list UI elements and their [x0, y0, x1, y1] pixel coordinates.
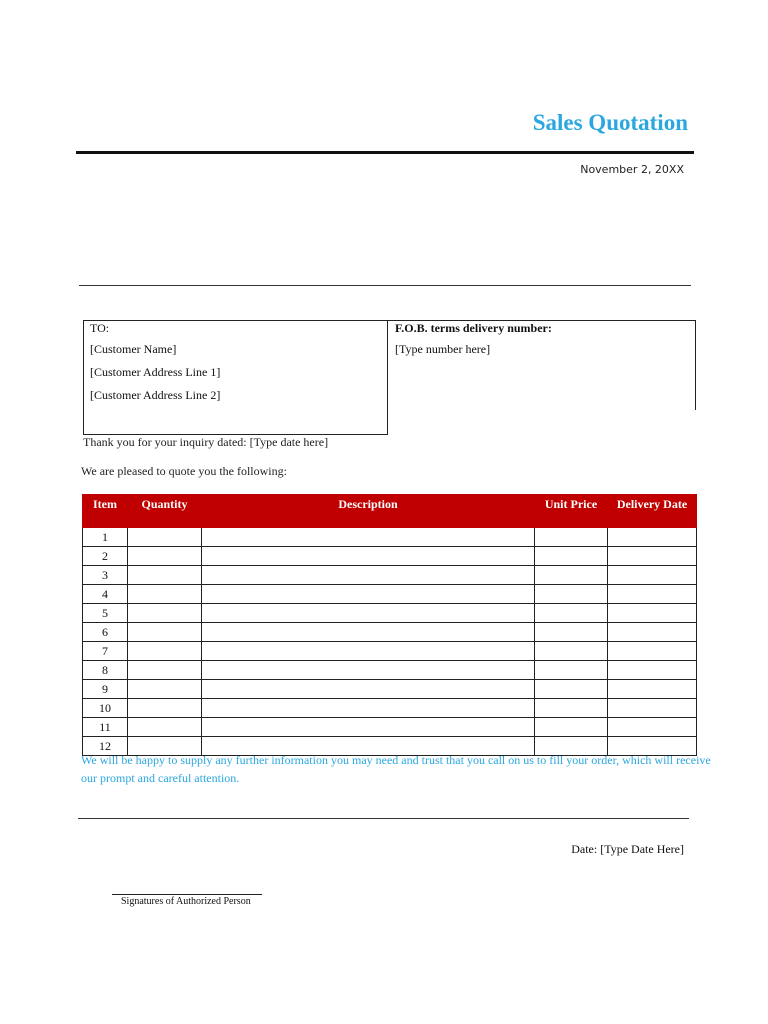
customer-address-line-1: [Customer Address Line 1] — [90, 365, 221, 379]
fob-value: [Type number here] — [395, 342, 491, 356]
table-row — [83, 604, 697, 623]
cell-delivery-date — [608, 585, 697, 604]
cell-description — [202, 566, 535, 585]
cell-quantity — [128, 718, 202, 737]
cell-delivery-date — [608, 528, 697, 547]
cell-unit-price — [535, 585, 608, 604]
to-label: TO: — [90, 321, 110, 335]
bottom-divider — [78, 818, 689, 819]
header-unit-price: Unit Price — [535, 495, 608, 528]
cell-item: 1 — [83, 528, 128, 547]
cell-item: 10 — [83, 699, 128, 718]
header-description: Description — [202, 495, 535, 528]
footer-date: Date: [Type Date Here] — [571, 842, 684, 856]
cell-item: 4 — [83, 585, 128, 604]
cell-quantity — [128, 680, 202, 699]
middle-divider — [79, 285, 691, 286]
cell-delivery-date — [608, 547, 697, 566]
cell-unit-price — [535, 680, 608, 699]
cell-item: 3 — [83, 566, 128, 585]
cell-unit-price — [535, 547, 608, 566]
cell-description — [202, 623, 535, 642]
cell-quantity — [128, 604, 202, 623]
thanks-text: Thank you for your inquiry dated: [Type date here] — [83, 435, 329, 449]
customer-address-line-2: [Customer Address Line 2] — [90, 388, 221, 402]
cell-unit-price — [535, 566, 608, 585]
cell-item: 7 — [83, 642, 128, 661]
cell-quantity — [128, 699, 202, 718]
cell-item: 2 — [83, 547, 128, 566]
fob-box — [388, 320, 696, 410]
cell-description — [202, 642, 535, 661]
table-row — [83, 680, 697, 699]
cell-description — [202, 585, 535, 604]
cell-delivery-date — [608, 604, 697, 623]
cell-quantity — [128, 642, 202, 661]
cell-quantity — [128, 547, 202, 566]
cell-unit-price — [535, 528, 608, 547]
to-address-box — [83, 320, 388, 435]
signature-line — [112, 894, 262, 895]
table-header-row — [83, 495, 697, 528]
cell-delivery-date — [608, 718, 697, 737]
table-row — [83, 661, 697, 680]
signature-label: Signatures of Authorized Person — [121, 896, 251, 907]
cell-unit-price — [535, 642, 608, 661]
table-row — [83, 528, 697, 547]
table-row — [83, 699, 697, 718]
items-table — [82, 494, 697, 756]
intro-text: We are pleased to quote you the following: — [81, 464, 287, 478]
table-row — [83, 718, 697, 737]
customer-name: [Customer Name] — [90, 342, 177, 356]
cell-item: 5 — [83, 604, 128, 623]
cell-item: 11 — [83, 718, 128, 737]
cell-item: 6 — [83, 623, 128, 642]
cell-item: 12 — [83, 737, 128, 756]
cell-description — [202, 699, 535, 718]
fob-label: F.O.B. terms delivery number: — [395, 321, 552, 335]
cell-description — [202, 661, 535, 680]
cell-quantity — [128, 566, 202, 585]
cell-unit-price — [535, 718, 608, 737]
cell-item: 9 — [83, 680, 128, 699]
header-quantity: Quantity — [128, 495, 202, 528]
table-row — [83, 642, 697, 661]
cell-delivery-date — [608, 642, 697, 661]
cell-delivery-date — [608, 661, 697, 680]
cell-description — [202, 547, 535, 566]
cell-quantity — [128, 528, 202, 547]
cell-description — [202, 528, 535, 547]
quotation-date: November 2, 20XX — [580, 163, 684, 176]
cell-unit-price — [535, 623, 608, 642]
cell-description — [202, 604, 535, 623]
cell-delivery-date — [608, 566, 697, 585]
header-delivery-date: Delivery Date — [608, 495, 697, 528]
page-title: Sales Quotation — [532, 110, 688, 135]
table-row — [83, 585, 697, 604]
cell-quantity — [128, 623, 202, 642]
cell-quantity — [128, 585, 202, 604]
top-divider — [76, 151, 694, 154]
table-row — [83, 623, 697, 642]
cell-unit-price — [535, 661, 608, 680]
header-item: Item — [83, 495, 128, 528]
cell-delivery-date — [608, 699, 697, 718]
cell-description — [202, 680, 535, 699]
cell-delivery-date — [608, 680, 697, 699]
cell-description — [202, 718, 535, 737]
cell-item: 8 — [83, 661, 128, 680]
cell-unit-price — [535, 699, 608, 718]
cell-quantity — [128, 661, 202, 680]
table-row — [83, 566, 697, 585]
closing-text: We will be happy to supply any further information you may need and trust that you call on us to fill your order, which will receive our prompt and careful attention. — [81, 753, 711, 785]
cell-delivery-date — [608, 623, 697, 642]
cell-unit-price — [535, 604, 608, 623]
table-row — [83, 547, 697, 566]
